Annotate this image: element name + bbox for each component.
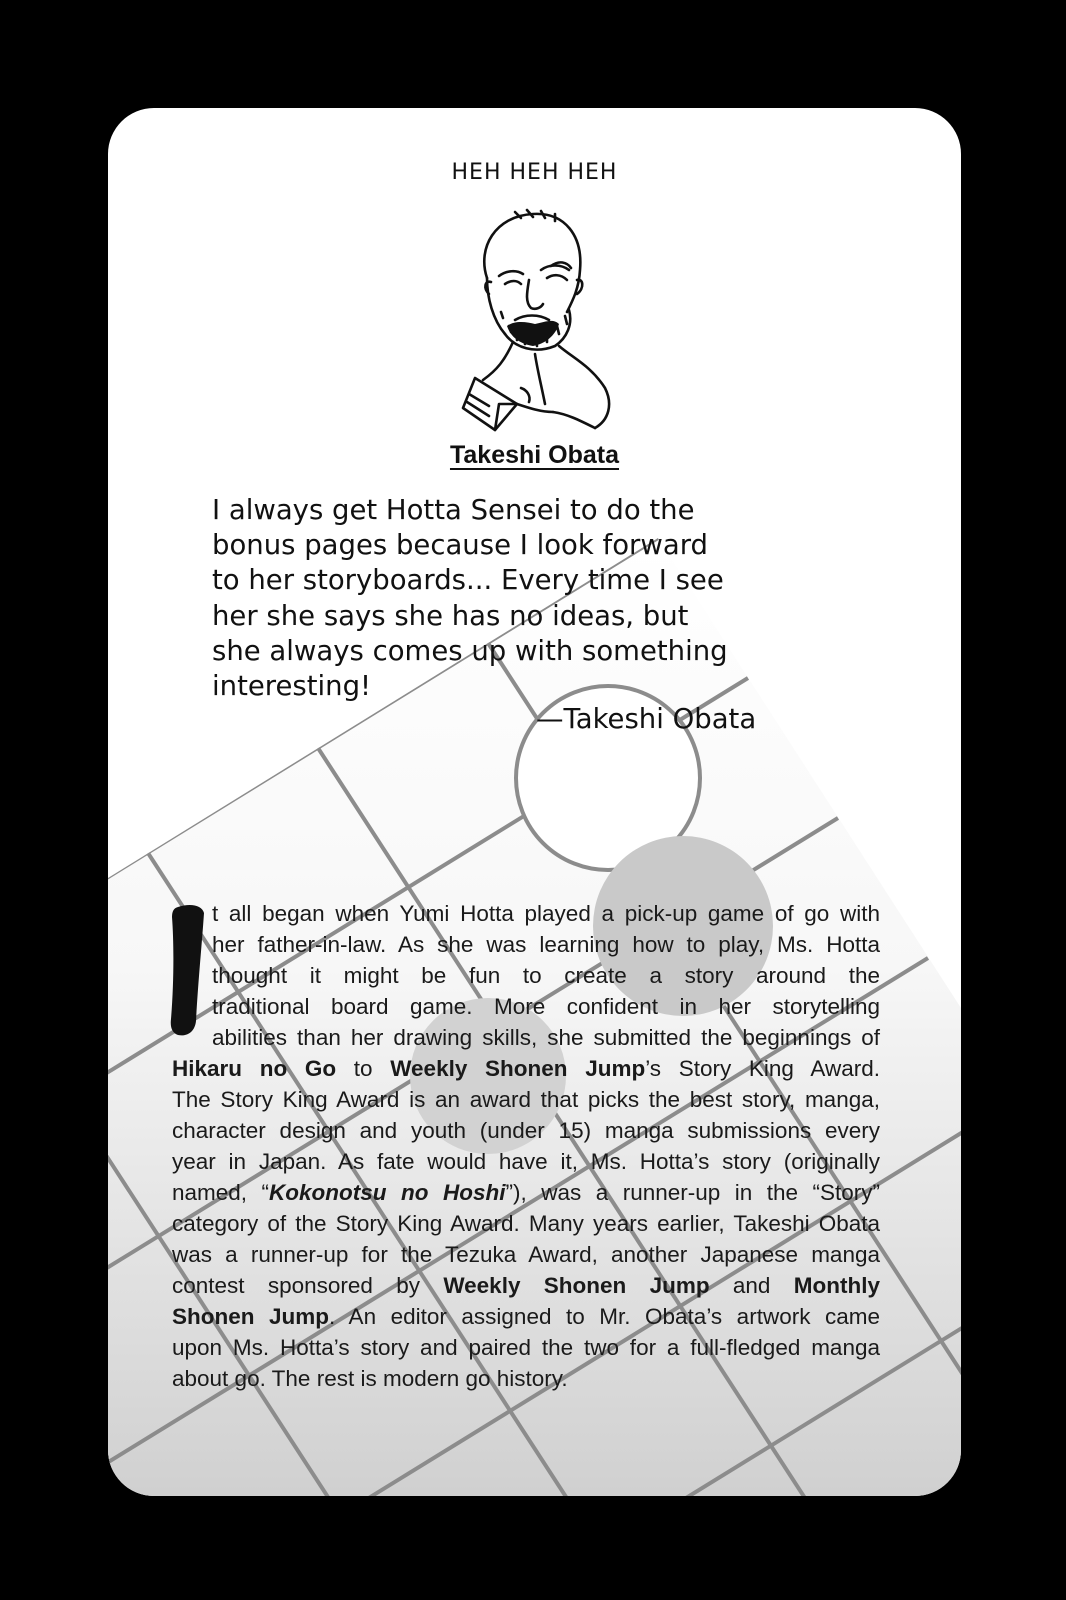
bio-line bbox=[172, 1177, 880, 1208]
bio-line: thought it might be fun to create a story around the bbox=[212, 963, 880, 988]
bio-text-span: . An editor assigned to Mr. Obata’s artwork came bbox=[329, 1304, 880, 1329]
bio-line: was a runner-up for the Tezuka Award, another Japanese manga bbox=[172, 1242, 880, 1267]
bio-line: t all began when Yumi Hotta played a pick-up game of go with bbox=[212, 901, 880, 926]
biography-text bbox=[108, 108, 961, 1496]
bio-line bbox=[172, 1053, 880, 1084]
quote-signature: —Takeshi Obata bbox=[536, 703, 757, 735]
bonus-page-card bbox=[108, 108, 961, 1496]
bio-line: about go. The rest is modern go history. bbox=[172, 1366, 568, 1391]
bio-text-span: ”), was a runner-up in the “Story” bbox=[505, 1180, 880, 1205]
bio-text-span: contest sponsored by bbox=[172, 1273, 444, 1298]
bio-line: year in Japan. As fate would have it, Ms. Hotta’s story (originally bbox=[172, 1149, 880, 1174]
quote-line: bonus pages because I look forward bbox=[212, 529, 708, 562]
title-kokonotsu-no-hoshi: Kokonotsu no Hoshi bbox=[269, 1180, 506, 1205]
bio-line: category of the Story King Award. Many years earlier, Takeshi Obata bbox=[172, 1211, 880, 1236]
bio-text-span: ’s Story King Award. bbox=[645, 1056, 880, 1081]
bio-line: abilities than her drawing skills, she submitted the beginnings of bbox=[212, 1025, 880, 1050]
bio-line: character design and youth (under 15) manga submissions every bbox=[172, 1118, 880, 1143]
quote-line: to her storyboards... Every time I see bbox=[212, 564, 724, 597]
bio-text-span: named, “ bbox=[172, 1180, 270, 1205]
bio-line: The Story King Award is an award that picks the best story, manga, bbox=[172, 1087, 880, 1112]
title-hikaru-no-go: Hikaru no Go bbox=[172, 1056, 337, 1081]
bio-line: traditional board game. More confident in her storytelling bbox=[212, 994, 880, 1019]
heh-sound-effect: HEH HEH HEH bbox=[451, 160, 618, 185]
bio-line: upon Ms. Hotta’s story and paired the two for a full-fledged manga bbox=[172, 1335, 880, 1360]
bio-line: her father-in-law. As she was learning how to play, Ms. Hotta bbox=[212, 932, 880, 957]
bio-line bbox=[172, 1270, 880, 1301]
bio-text-span: to bbox=[336, 1056, 391, 1081]
quote-line: interesting! bbox=[212, 670, 372, 703]
quote-line: she always comes up with something bbox=[212, 634, 728, 667]
title-weekly-shonen-jump: Weekly Shonen Jump bbox=[443, 1273, 710, 1298]
bio-text-span: and bbox=[709, 1273, 794, 1298]
bio-line bbox=[172, 1301, 880, 1332]
quote-line: her she says she has no ideas, but bbox=[212, 599, 689, 632]
author-name-heading: Takeshi Obata bbox=[449, 441, 620, 469]
quote-line: I always get Hotta Sensei to do the bbox=[212, 494, 695, 526]
title-weekly-shonen-jump: Weekly Shonen Jump bbox=[390, 1056, 646, 1081]
title-shonen-jump: Shonen Jump bbox=[172, 1304, 330, 1329]
title-monthly: Monthly bbox=[793, 1273, 880, 1298]
